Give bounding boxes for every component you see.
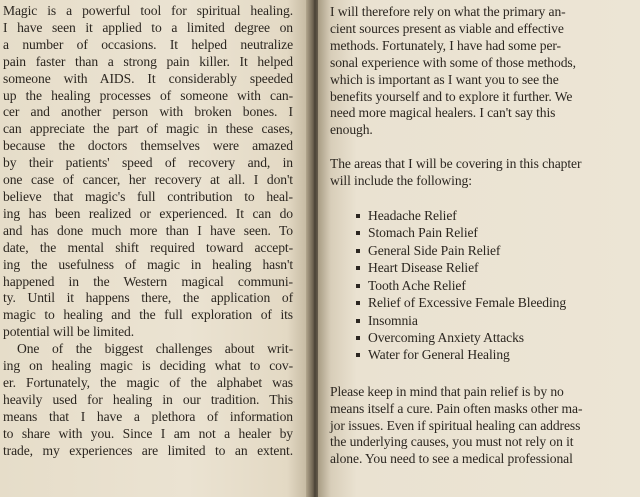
text-line: the underlying causes, you must not rely on it <box>330 434 574 450</box>
right-page-text <box>330 4 620 468</box>
bullet-icon <box>356 266 360 270</box>
text-line: pain faster than a strong pain killer. It helped <box>3 53 293 69</box>
bullet-icon <box>356 284 360 288</box>
list-item-label: General Side Pain Relief <box>368 242 501 258</box>
list-item-label: Heart Disease Relief <box>368 260 479 276</box>
list-item-label: Headache Relief <box>368 208 457 224</box>
left-page <box>0 0 312 497</box>
list-item <box>356 207 620 224</box>
list-item-label: Relief of Excessive Female Bleeding <box>368 295 567 311</box>
text-line: alone. You need to see a medical professional <box>330 451 573 467</box>
text-line: to share with you. Since I am not a healer by <box>3 425 293 441</box>
list-item <box>356 312 620 329</box>
text-line: date, the mental shift required toward accept- <box>3 239 293 255</box>
list-item-label: Tooth Ache Relief <box>368 277 466 293</box>
text-line: believe that magic's full contribution to heal- <box>3 188 293 204</box>
text-line: sonal experience with some of those methods, <box>330 54 576 70</box>
text-line: ty. Until it happens there, the application of <box>3 290 293 306</box>
right-page <box>318 0 640 497</box>
list-item <box>356 224 620 241</box>
paragraph-gap <box>330 190 620 207</box>
text-line: up the healing processes of someone with can- <box>3 87 293 103</box>
left-page-text <box>3 3 293 459</box>
text-line: means itself a cure. Pain often masks other ma- <box>330 400 583 416</box>
text-line: one case of cancer, her recovery at all. I don't <box>3 172 293 188</box>
healing-topics-list <box>330 207 620 364</box>
paragraph-gap <box>330 139 620 156</box>
bullet-icon <box>356 214 360 218</box>
list-item <box>356 259 620 276</box>
text-line: cient sources present as viable and effective <box>330 20 564 36</box>
bullet-icon <box>356 353 360 357</box>
text-line: a number of occasions. It helped neutralize <box>3 36 293 52</box>
bullet-icon <box>356 336 360 340</box>
list-item-label: Water for General Healing <box>368 347 510 363</box>
bullet-icon <box>356 319 360 323</box>
text-line: happened in the Western magical communi- <box>3 273 293 289</box>
bullet-icon <box>356 231 360 235</box>
list-item <box>356 346 620 363</box>
text-line: Magic is a powerful tool for spiritual healing. <box>3 3 293 18</box>
text-line: ing the usefulness of magic in healing hasn't <box>3 256 293 272</box>
list-item-label: Overcoming Anxiety Attacks <box>368 329 524 345</box>
text-line: can appreciate the part of magic in these cases, <box>3 121 293 137</box>
text-line: by their patients' speed of recovery and, in <box>3 155 293 171</box>
list-item <box>356 294 620 311</box>
text-line: which is important as I want you to see the <box>330 71 559 87</box>
text-line: trade, my experiences are limited to an extent. <box>3 442 293 458</box>
text-line: and has done much more than I have seen. To <box>3 222 293 238</box>
text-line: ing has been realized or experienced. It can do <box>3 205 293 221</box>
text-line: will include the following: <box>330 173 472 189</box>
text-line: I will therefore rely on what the primary an- <box>330 4 566 19</box>
text-line: potential will be limited. <box>3 324 135 340</box>
text-line: means that I have a plethora of information <box>3 408 293 424</box>
bullet-icon <box>356 249 360 253</box>
text-line: need more magical healers. I can't say this <box>330 105 556 121</box>
text-line: cer and another person with broken bones. I <box>3 104 293 120</box>
text-line: jor issues. Even if spiritual healing can address <box>330 417 581 433</box>
text-line: someone with AIDS. It considerably speeded <box>3 70 293 86</box>
text-line: I have seen it applied to a limited degree on <box>3 19 293 35</box>
text-line: Please keep in mind that pain relief is by no <box>330 383 564 399</box>
list-item <box>356 329 620 346</box>
text-line: methods. Fortunately, I have had some per- <box>330 37 561 53</box>
text-line: benefits yourself and to explore it further. We <box>330 88 573 104</box>
list-item <box>356 242 620 259</box>
text-line: enough. <box>330 122 373 138</box>
text-line: The areas that I will be covering in this chapter <box>330 156 582 172</box>
bullet-icon <box>356 301 360 305</box>
list-item <box>356 277 620 294</box>
text-line: heavily used for healing in our tradition. This <box>3 391 293 407</box>
list-item-label: Insomnia <box>368 312 418 328</box>
text-line: er. Fortunately, the magic of the alphabet was <box>3 374 293 390</box>
paragraph-gap <box>330 364 620 384</box>
text-line: magic to healing and the full exploration of its <box>3 307 293 323</box>
text-line: because the doctors themselves were amazed <box>3 138 293 154</box>
text-line: ing on healing magic is deciding what to cov- <box>3 358 293 374</box>
text-line: One of the biggest challenges about writ- <box>17 341 293 357</box>
list-item-label: Stomach Pain Relief <box>368 225 478 241</box>
